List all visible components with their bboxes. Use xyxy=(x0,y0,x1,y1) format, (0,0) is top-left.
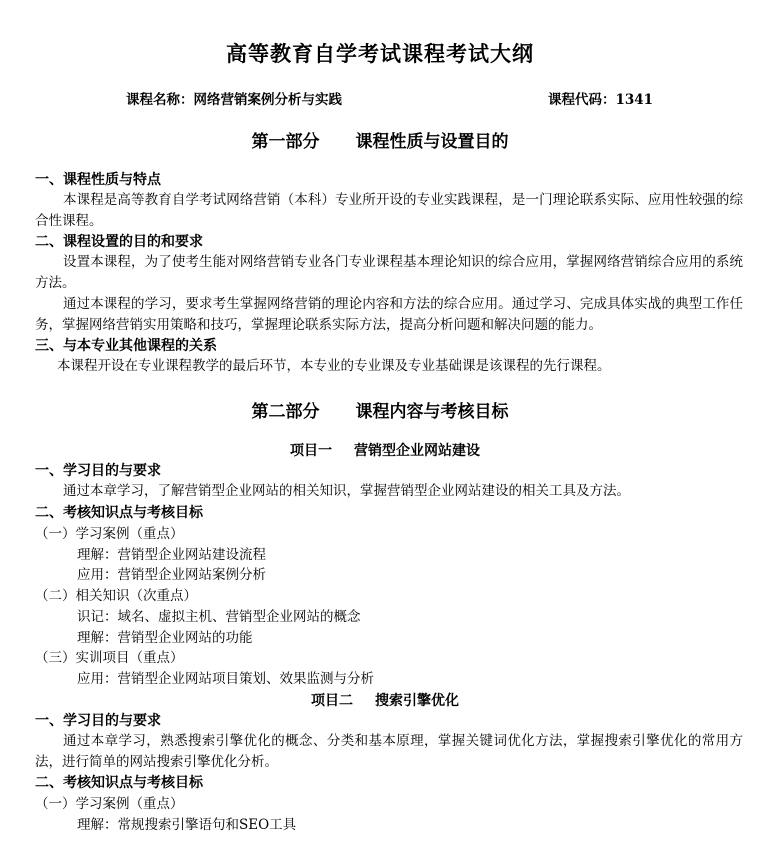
section-heading: 一、学习目的与要求 xyxy=(35,713,161,729)
part-one-title: 课程性质与设置目的 xyxy=(355,132,509,152)
paragraph: 设置本课程，为了使考生能对网络营销专业各门专业课程基本理论知识的综合应用，掌握网络营销综合应用的系统方法。 xyxy=(35,254,743,291)
list-item: （三）实训项目（重点） xyxy=(35,650,184,666)
list-item: 识记：域名、虚拟主机、营销型企业网站的概念 xyxy=(77,609,361,625)
paragraph: 通过本课程的学习，要求考生掌握网络营销的理论内容和方法的综合应用。通过学习、完成具体实战的典型工作任务，掌握网络营销实用策略和技巧，掌握理论联系实际方法，提高分析问题和解决问题的能力。 xyxy=(35,296,743,333)
part-one-label: 第一部分 xyxy=(251,132,320,152)
section-heading: 一、课程性质与特点 xyxy=(35,172,161,188)
part-two-title: 课程内容与考核目标 xyxy=(355,402,509,422)
document-title: 高等教育自学考试课程考试大纲 xyxy=(226,41,534,66)
list-item: （一）学习案例（重点） xyxy=(35,526,184,542)
project-title: 营销型企业网站建设 xyxy=(354,443,480,459)
project-one-heading xyxy=(0,440,760,460)
list-item: 应用：营销型企业网站案例分析 xyxy=(77,567,266,583)
list-item: （二）相关知识（次重点） xyxy=(35,588,197,604)
section-heading: 二、考核知识点与考核目标 xyxy=(35,505,203,521)
project-label: 项目二 xyxy=(311,693,353,709)
section-heading: 三、与本专业其他课程的关系 xyxy=(35,338,217,354)
section-heading: 一、学习目的与要求 xyxy=(35,463,161,479)
course-code: 课程代码：1341 xyxy=(548,92,654,108)
list-item: 理解：营销型企业网站的功能 xyxy=(77,630,253,646)
project-label: 项目一 xyxy=(290,443,332,459)
list-item: 应用：营销型企业网站项目策划、效果监测与分析 xyxy=(77,671,374,687)
paragraph: 本课程是高等教育自学考试网络营销（本科）专业所开设的专业实践课程，是一门理论联系实际、应用性较强的综合性课程。 xyxy=(35,192,743,229)
paragraph: 本课程开设在专业课程教学的最后环节，本专业的专业课及专业基础课是该课程的先行课程。 xyxy=(57,358,611,374)
list-item: 理解：营销型企业网站建设流程 xyxy=(77,547,266,563)
project-two-heading xyxy=(0,690,760,710)
part-one-heading xyxy=(0,127,760,152)
section-heading: 二、考核知识点与考核目标 xyxy=(35,775,203,791)
project-title: 搜索引擎优化 xyxy=(375,693,459,709)
part-two-label: 第二部分 xyxy=(251,402,320,422)
section-heading: 二、课程设置的目的和要求 xyxy=(35,234,203,250)
paragraph: 通过本章学习，熟悉搜索引擎优化的概念、分类和基本原理，掌握关键词优化方法，掌握搜索引擎优化的常用方法，进行简单的网站搜索引擎优化分析。 xyxy=(35,733,743,770)
paragraph: 通过本章学习，了解营销型企业网站的相关知识，掌握营销型企业网站建设的相关工具及方法。 xyxy=(63,483,630,499)
part-two-heading xyxy=(0,397,760,422)
course-name: 课程名称：网络营销案例分析与实践 xyxy=(126,92,342,108)
list-item: 理解：常规搜索引擎语句和SEO工具 xyxy=(77,817,297,833)
list-item: （一）学习案例（重点） xyxy=(35,796,184,812)
